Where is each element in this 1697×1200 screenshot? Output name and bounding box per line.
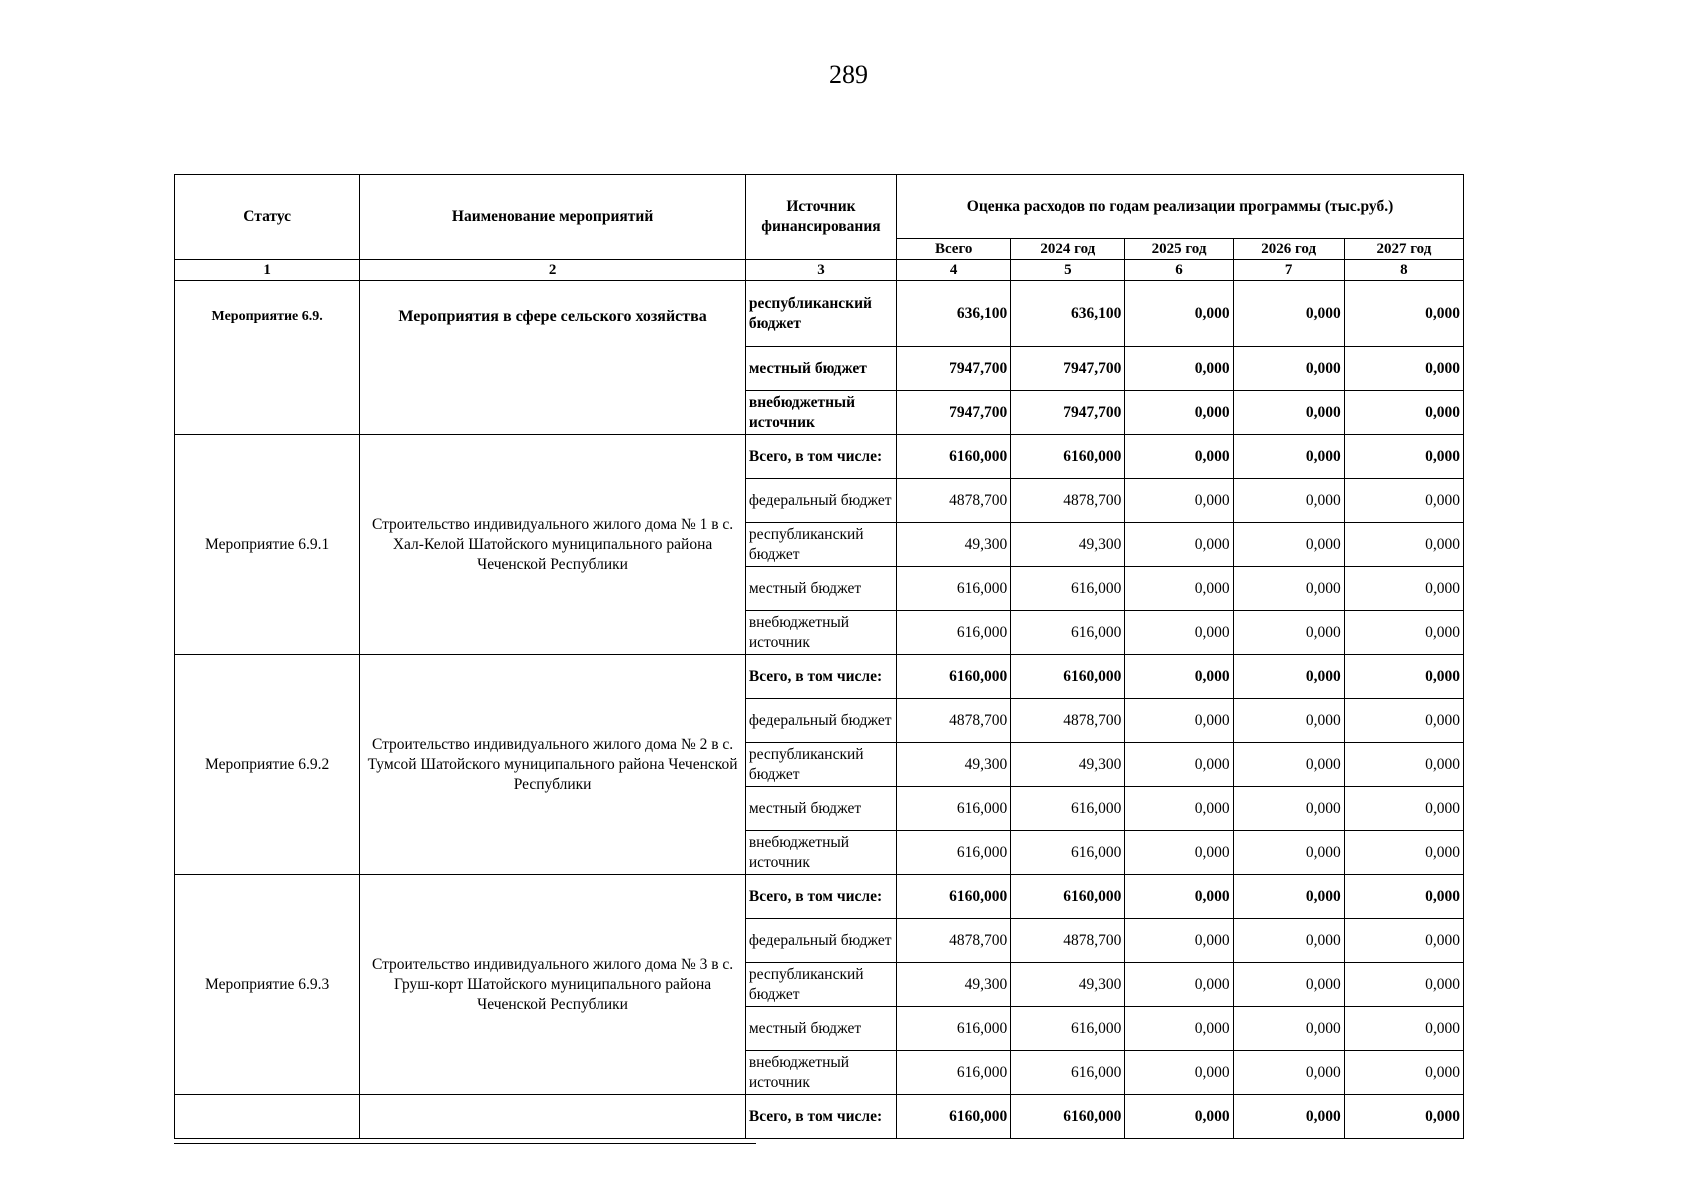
value-cell: 0,000 [1344, 391, 1463, 435]
value-cell: 616,000 [1011, 1007, 1125, 1051]
page-number: 289 [829, 60, 868, 89]
measure-name-cell: Строительство индивидуального жилого дома № 2 в с. Тумсой Шатойского муниципального района Чеченской Республики [360, 655, 746, 875]
source-cell: внебюджетный источник [745, 1051, 896, 1095]
value-cell: 0,000 [1233, 743, 1344, 787]
source-cell: федеральный бюджет [745, 699, 896, 743]
value-cell: 0,000 [1125, 523, 1233, 567]
source-cell: Всего, в том числе: [745, 875, 896, 919]
column-numbers-row [175, 260, 1464, 281]
source-cell: федеральный бюджет [745, 479, 896, 523]
value-cell: 0,000 [1125, 743, 1233, 787]
value-cell: 0,000 [1125, 655, 1233, 699]
value-cell: 616,000 [897, 831, 1011, 875]
value-cell: 4878,700 [897, 479, 1011, 523]
value-cell: 616,000 [897, 567, 1011, 611]
header-2025: 2025 год [1125, 239, 1233, 260]
table-row [175, 1095, 1464, 1139]
source-cell: местный бюджет [745, 347, 896, 391]
status-cell: Мероприятие 6.9. [175, 281, 360, 435]
column-number: 1 [175, 260, 360, 281]
value-cell: 4878,700 [1011, 479, 1125, 523]
header-2024: 2024 год [1011, 239, 1125, 260]
source-cell: Всего, в том числе: [745, 655, 896, 699]
value-cell: 7947,700 [897, 391, 1011, 435]
measure-name-cell: Строительство индивидуального жилого дома № 1 в с. Хал-Келой Шатойского муниципального района Чеченской Республики [360, 435, 746, 655]
value-cell: 0,000 [1344, 1051, 1463, 1095]
table-row [175, 281, 1464, 347]
source-cell: республиканский бюджет [745, 963, 896, 1007]
header-name: Наименование мероприятий [360, 175, 746, 260]
value-cell: 0,000 [1344, 787, 1463, 831]
value-cell: 6160,000 [1011, 875, 1125, 919]
value-cell: 616,000 [897, 611, 1011, 655]
value-cell: 616,000 [1011, 611, 1125, 655]
source-cell: местный бюджет [745, 1007, 896, 1051]
expenditure-table [174, 174, 1464, 1139]
value-cell: 616,000 [1011, 1051, 1125, 1095]
value-cell: 49,300 [1011, 523, 1125, 567]
value-cell: 0,000 [1125, 787, 1233, 831]
value-cell: 4878,700 [897, 699, 1011, 743]
value-cell: 49,300 [897, 523, 1011, 567]
value-cell: 7947,700 [897, 347, 1011, 391]
value-cell: 0,000 [1125, 699, 1233, 743]
value-cell: 0,000 [1125, 281, 1233, 347]
value-cell: 616,000 [897, 1007, 1011, 1051]
measure-name-cell [360, 1095, 746, 1139]
header-estimate: Оценка расходов по годам реализации программы (тыс.руб.) [897, 175, 1464, 239]
value-cell: 0,000 [1125, 831, 1233, 875]
value-cell: 0,000 [1125, 1007, 1233, 1051]
value-cell: 0,000 [1125, 391, 1233, 435]
value-cell: 0,000 [1344, 523, 1463, 567]
column-number: 8 [1344, 260, 1463, 281]
value-cell: 6160,000 [897, 875, 1011, 919]
value-cell: 0,000 [1233, 963, 1344, 1007]
value-cell: 0,000 [1233, 699, 1344, 743]
measure-name-cell: Строительство индивидуального жилого дома № 3 в с. Груш-корт Шатойского муниципального района Чеченской Республики [360, 875, 746, 1095]
value-cell: 0,000 [1344, 743, 1463, 787]
value-cell: 7947,700 [1011, 347, 1125, 391]
value-cell: 0,000 [1233, 1095, 1344, 1139]
value-cell: 6160,000 [897, 655, 1011, 699]
value-cell: 0,000 [1125, 919, 1233, 963]
value-cell: 49,300 [897, 743, 1011, 787]
value-cell: 616,000 [1011, 787, 1125, 831]
value-cell: 0,000 [1233, 831, 1344, 875]
table-row [175, 655, 1464, 699]
value-cell: 0,000 [1344, 347, 1463, 391]
value-cell: 4878,700 [1011, 699, 1125, 743]
value-cell: 6160,000 [897, 1095, 1011, 1139]
value-cell: 0,000 [1344, 1007, 1463, 1051]
value-cell: 4878,700 [1011, 919, 1125, 963]
status-cell [175, 1095, 360, 1139]
value-cell: 0,000 [1344, 831, 1463, 875]
source-cell: внебюджетный источник [745, 831, 896, 875]
value-cell: 0,000 [1125, 479, 1233, 523]
value-cell: 0,000 [1233, 787, 1344, 831]
source-cell: местный бюджет [745, 787, 896, 831]
value-cell: 49,300 [1011, 963, 1125, 1007]
value-cell: 0,000 [1344, 479, 1463, 523]
value-cell: 0,000 [1344, 1095, 1463, 1139]
value-cell: 0,000 [1344, 963, 1463, 1007]
value-cell: 0,000 [1233, 347, 1344, 391]
value-cell: 0,000 [1125, 435, 1233, 479]
value-cell: 0,000 [1233, 281, 1344, 347]
source-cell: республиканский бюджет [745, 523, 896, 567]
source-cell: внебюджетный источник [745, 391, 896, 435]
value-cell: 6160,000 [897, 435, 1011, 479]
header-source: Источник финансирования [745, 175, 896, 260]
value-cell: 6160,000 [1011, 1095, 1125, 1139]
value-cell: 0,000 [1233, 523, 1344, 567]
source-cell: республиканский бюджет [745, 281, 896, 347]
value-cell: 0,000 [1344, 611, 1463, 655]
source-cell: федеральный бюджет [745, 919, 896, 963]
source-cell: Всего, в том числе: [745, 1095, 896, 1139]
header-status: Статус [175, 175, 360, 260]
value-cell: 0,000 [1125, 611, 1233, 655]
value-cell: 0,000 [1233, 611, 1344, 655]
value-cell: 0,000 [1233, 567, 1344, 611]
value-cell: 0,000 [1233, 479, 1344, 523]
value-cell: 0,000 [1344, 281, 1463, 347]
value-cell: 0,000 [1344, 567, 1463, 611]
table-row [175, 435, 1464, 479]
table-row [175, 875, 1464, 919]
value-cell: 0,000 [1125, 1095, 1233, 1139]
measure-name-cell: Мероприятия в сфере сельского хозяйства [360, 281, 746, 435]
value-cell: 616,000 [1011, 831, 1125, 875]
header-total: Всего [897, 239, 1011, 260]
value-cell: 0,000 [1233, 875, 1344, 919]
column-number: 3 [745, 260, 896, 281]
source-cell: внебюджетный источник [745, 611, 896, 655]
value-cell: 616,000 [897, 1051, 1011, 1095]
page-bottom-rule [174, 1143, 756, 1144]
value-cell: 0,000 [1233, 1051, 1344, 1095]
source-cell: Всего, в том числе: [745, 435, 896, 479]
value-cell: 0,000 [1344, 435, 1463, 479]
column-number: 6 [1125, 260, 1233, 281]
column-number: 4 [897, 260, 1011, 281]
status-cell: Мероприятие 6.9.1 [175, 435, 360, 655]
value-cell: 0,000 [1125, 963, 1233, 1007]
value-cell: 0,000 [1233, 655, 1344, 699]
value-cell: 0,000 [1344, 699, 1463, 743]
value-cell: 49,300 [1011, 743, 1125, 787]
value-cell: 616,000 [1011, 567, 1125, 611]
value-cell: 0,000 [1125, 567, 1233, 611]
value-cell: 4878,700 [897, 919, 1011, 963]
value-cell: 0,000 [1125, 347, 1233, 391]
header-2027: 2027 год [1344, 239, 1463, 260]
source-cell: местный бюджет [745, 567, 896, 611]
value-cell: 7947,700 [1011, 391, 1125, 435]
status-cell: Мероприятие 6.9.3 [175, 875, 360, 1095]
status-cell: Мероприятие 6.9.2 [175, 655, 360, 875]
value-cell: 0,000 [1344, 875, 1463, 919]
value-cell: 636,100 [1011, 281, 1125, 347]
value-cell: 0,000 [1233, 435, 1344, 479]
value-cell: 636,100 [897, 281, 1011, 347]
value-cell: 0,000 [1344, 919, 1463, 963]
value-cell: 0,000 [1125, 1051, 1233, 1095]
value-cell: 0,000 [1233, 391, 1344, 435]
value-cell: 0,000 [1233, 919, 1344, 963]
value-cell: 0,000 [1233, 1007, 1344, 1051]
value-cell: 49,300 [897, 963, 1011, 1007]
source-cell: республиканский бюджет [745, 743, 896, 787]
value-cell: 616,000 [897, 787, 1011, 831]
value-cell: 0,000 [1125, 875, 1233, 919]
header-2026: 2026 год [1233, 239, 1344, 260]
column-number: 2 [360, 260, 746, 281]
value-cell: 0,000 [1344, 655, 1463, 699]
value-cell: 6160,000 [1011, 655, 1125, 699]
column-number: 7 [1233, 260, 1344, 281]
column-number: 5 [1011, 260, 1125, 281]
value-cell: 6160,000 [1011, 435, 1125, 479]
